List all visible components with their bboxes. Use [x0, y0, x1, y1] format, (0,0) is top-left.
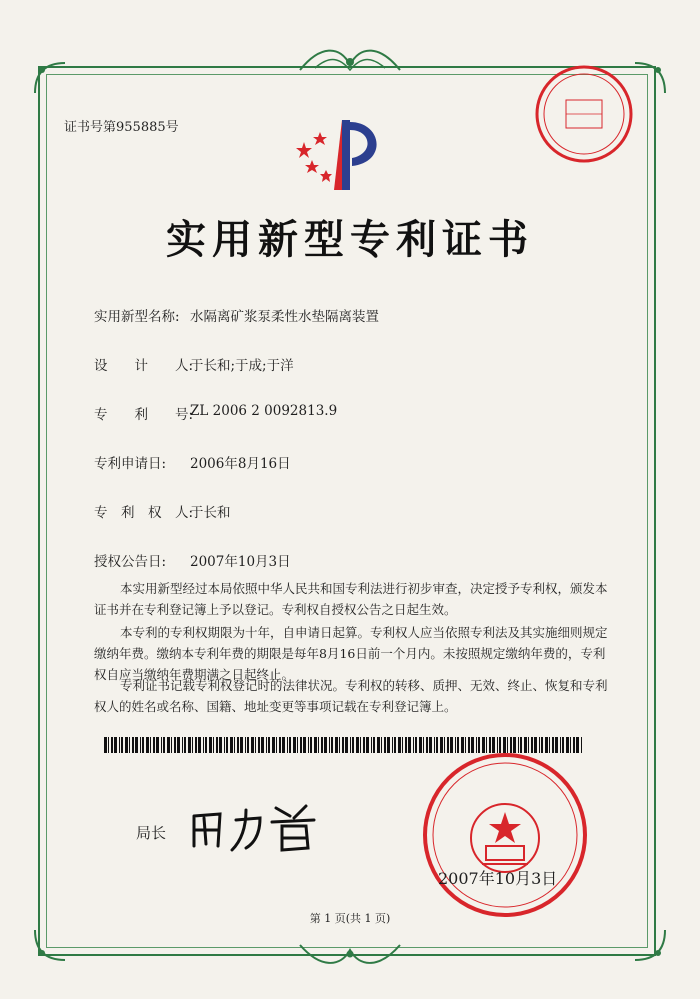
field-label: 设 计 人:	[94, 358, 194, 374]
certificate-number: 证书号第955885号	[64, 120, 179, 135]
director-label: 局长	[136, 824, 167, 842]
field-value: 水隔离矿浆泵柔性水垫隔离装置	[190, 309, 379, 325]
bottom-ornament	[290, 940, 410, 970]
field-value: ZL 2006 2 0092813.9	[190, 403, 338, 419]
corner-ornament-top-right	[630, 58, 670, 98]
field-application-date	[94, 452, 291, 472]
top-ornament	[290, 40, 410, 80]
corner-ornament-top-left	[30, 58, 70, 98]
field-value: 于长和;于成;于洋	[190, 358, 294, 374]
tax-seal-stamp	[532, 62, 636, 166]
page-number: 第 1 页(共 1 页)	[309, 912, 391, 925]
certificate-title: 实用新型专利证书	[166, 216, 534, 263]
field-patentee	[94, 501, 231, 521]
issue-date: 2007年10月3日	[438, 869, 558, 888]
field-grant-date	[94, 550, 291, 570]
field-label: 专 利 权 人:	[94, 505, 194, 521]
field-value: 于长和	[190, 505, 231, 521]
field-patent-number	[94, 403, 337, 423]
field-value: 2007年10月3日	[190, 554, 291, 570]
corner-ornament-bottom-left	[30, 925, 70, 965]
field-designer	[94, 354, 294, 374]
field-utility-model-name	[94, 305, 379, 325]
body-paragraph: 本实用新型经过本局依照中华人民共和国专利法进行初步审查，决定授予专利权，颁发本证书并在专利登记簿上予以登记。专利权自授权公告之日起生效。	[94, 581, 608, 617]
patent-office-logo	[290, 112, 400, 196]
director-signature	[186, 796, 326, 856]
corner-ornament-bottom-right	[630, 925, 670, 965]
field-value: 2006年8月16日	[190, 456, 291, 472]
field-label: 专利申请日:	[94, 456, 167, 472]
body-paragraph: 本专利的专利权期限为十年，自申请日起算。专利权人应当依照专利法及其实施细则规定缴纳年费。缴纳本专利年费的期限是每年8月16日前一个月内。未按照规定缴纳年费的，专利权自应当缴纳年费期满之日起终止。	[94, 625, 608, 682]
body-paragraph: 专利证书记载专利权登记时的法律状况。专利权的转移、质押、无效、终止、恢复和专利权人的姓名或名称、国籍、地址变更等事项记载在专利登记簿上。	[94, 678, 608, 714]
patent-office-seal	[420, 750, 590, 920]
field-label: 授权公告日:	[94, 554, 167, 570]
field-label: 专 利 号:	[94, 407, 194, 423]
field-label: 实用新型名称:	[94, 309, 180, 325]
